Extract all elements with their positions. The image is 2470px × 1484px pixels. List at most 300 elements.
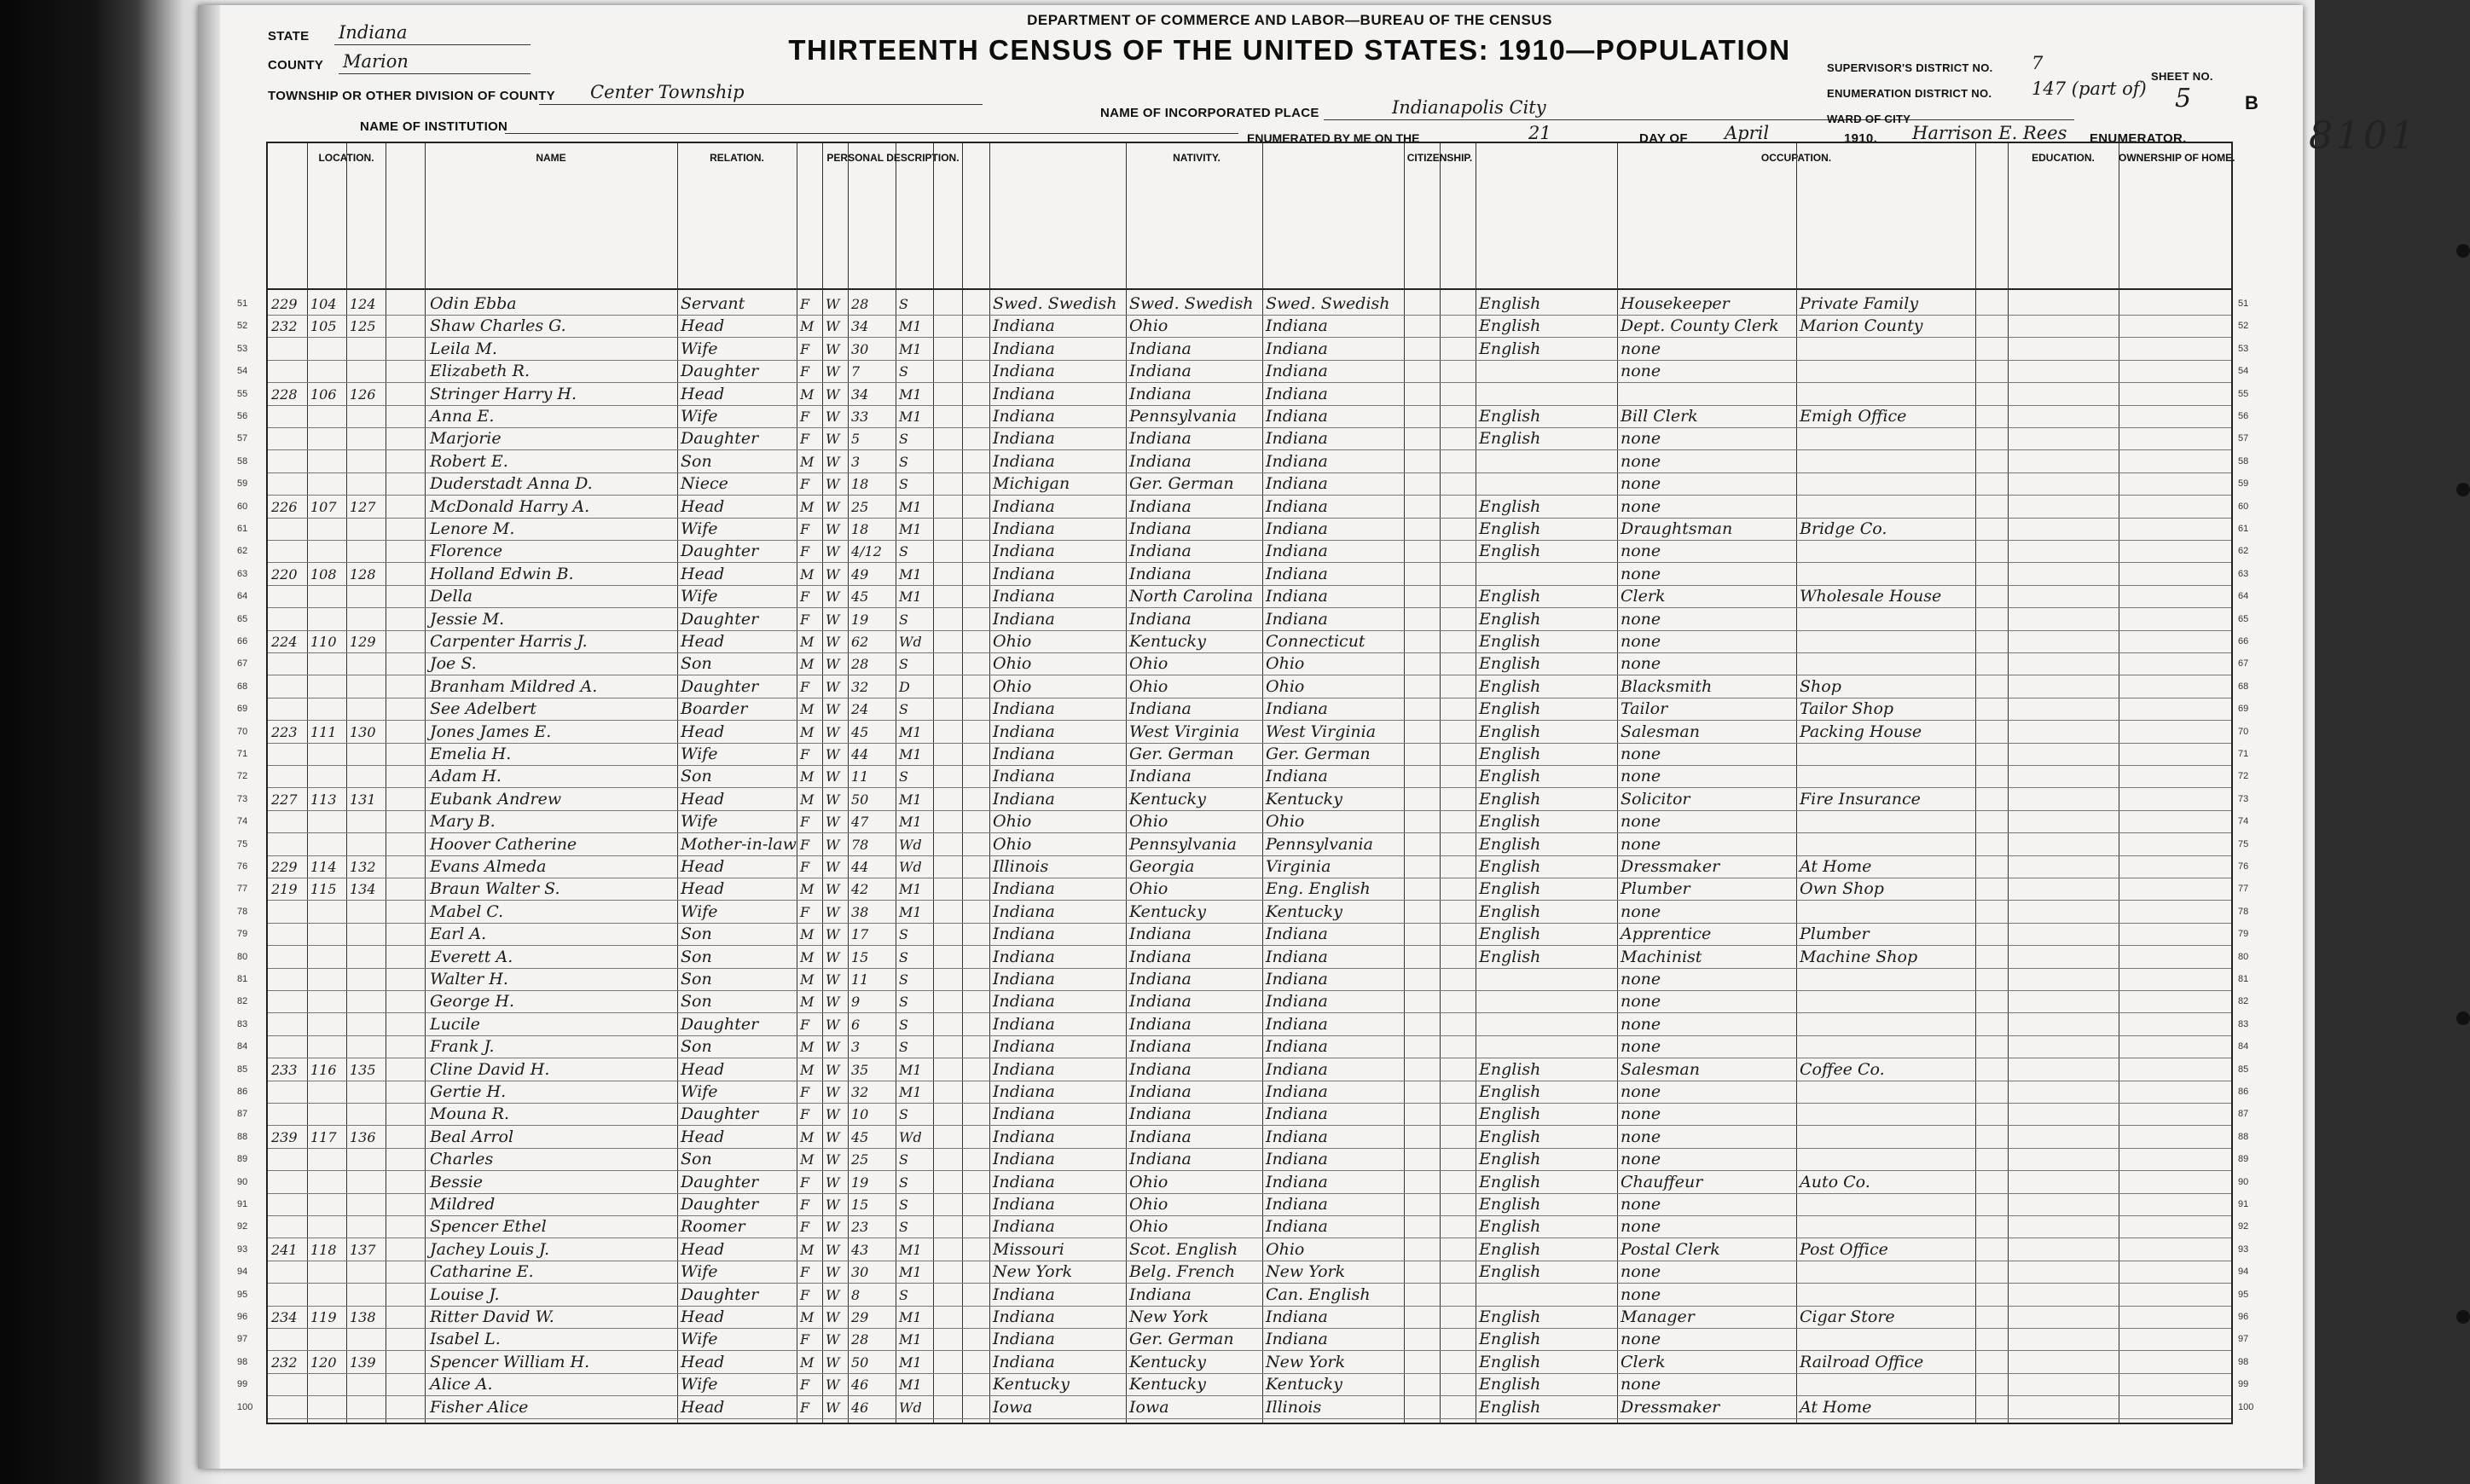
line-number: 72 bbox=[237, 771, 248, 782]
cell-race: W bbox=[826, 1128, 840, 1145]
cell-marital: S bbox=[899, 1219, 908, 1236]
cell-language: English bbox=[1479, 1127, 1541, 1146]
cell-language: English bbox=[1479, 1239, 1541, 1259]
line-number: 66 bbox=[237, 636, 248, 646]
cell-age: 3 bbox=[851, 453, 861, 470]
line-number-right: 71 bbox=[2238, 749, 2249, 759]
cell-trade: none bbox=[1621, 1037, 1661, 1057]
table-row bbox=[237, 924, 2249, 946]
cell-marital: S bbox=[899, 1286, 908, 1303]
cell-relation: Wife bbox=[681, 587, 718, 606]
cell-trade: Machinist bbox=[1621, 947, 1702, 966]
cell-father: Kentucky bbox=[1129, 901, 1206, 921]
department-heading: DEPARTMENT OF COMMERCE AND LABOR—BUREAU OF THE CENSUS bbox=[1027, 12, 1552, 28]
cell-industry: Own Shop bbox=[1800, 879, 1884, 899]
cell-age: 11 bbox=[851, 971, 869, 988]
cell-name: Jessie M. bbox=[430, 609, 505, 629]
cell-race: W bbox=[826, 1331, 840, 1348]
table-row bbox=[237, 293, 2249, 316]
cell-language: English bbox=[1479, 857, 1541, 876]
cell-name: George H. bbox=[430, 992, 514, 1012]
line-number: 65 bbox=[237, 613, 248, 624]
line-number: 64 bbox=[237, 591, 248, 602]
cell-age: 5 bbox=[851, 431, 861, 448]
cell-father: Indiana bbox=[1129, 1104, 1192, 1124]
cell-mother: Indiana bbox=[1266, 362, 1328, 381]
cell-age: 45 bbox=[851, 723, 869, 740]
cell-age: 32 bbox=[851, 678, 869, 695]
cell-marital: S bbox=[899, 1174, 908, 1191]
cell-marital: M1 bbox=[899, 791, 922, 808]
line-number: 74 bbox=[237, 816, 248, 827]
line-number: 94 bbox=[237, 1267, 248, 1278]
cell-language: English bbox=[1479, 834, 1541, 854]
cell-mother: Indiana bbox=[1266, 451, 1328, 471]
line-number: 56 bbox=[237, 411, 248, 421]
line-number: 71 bbox=[237, 749, 248, 759]
cell-family: 131 bbox=[350, 791, 376, 808]
cell-language: English bbox=[1479, 496, 1541, 516]
cell-father: Indiana bbox=[1129, 925, 1192, 944]
cell-birth: Indiana bbox=[993, 542, 1055, 561]
line-number-right: 69 bbox=[2238, 704, 2249, 715]
line-number: 60 bbox=[237, 501, 248, 512]
cell-dwelling: 117 bbox=[310, 1128, 337, 1145]
cell-trade: none bbox=[1621, 1127, 1661, 1146]
cell-family: 137 bbox=[350, 1241, 376, 1258]
cell-language: English bbox=[1479, 587, 1541, 606]
cell-marital: Wd bbox=[899, 634, 922, 650]
enumerator-value: Harrison E. Rees bbox=[1912, 123, 2067, 143]
table-row bbox=[237, 1059, 2249, 1081]
cell-house: 233 bbox=[271, 1061, 298, 1078]
cell-relation: Daughter bbox=[681, 362, 759, 381]
cell-dwelling: 107 bbox=[310, 498, 337, 515]
cell-name: Joe S. bbox=[430, 654, 477, 674]
census-sheet bbox=[198, 5, 2418, 1469]
line-number-right: 64 bbox=[2238, 591, 2249, 602]
cell-trade: Clerk bbox=[1621, 1352, 1666, 1371]
cell-trade: Bill Clerk bbox=[1621, 407, 1698, 426]
cell-age: 28 bbox=[851, 296, 869, 312]
table-row bbox=[237, 496, 2249, 519]
line-number: 77 bbox=[237, 884, 248, 895]
line-number-right: 99 bbox=[2238, 1379, 2249, 1390]
cell-relation: Head bbox=[681, 789, 725, 809]
cell-father: Indiana bbox=[1129, 1284, 1192, 1304]
cell-father: Indiana bbox=[1129, 339, 1192, 358]
cell-birth: Ohio bbox=[993, 632, 1032, 651]
cell-marital: Wd bbox=[899, 836, 922, 853]
line-number-right: 60 bbox=[2238, 501, 2249, 512]
cell-father: Ohio bbox=[1129, 1217, 1168, 1237]
cell-race: W bbox=[826, 791, 840, 808]
cell-sex: M bbox=[800, 1354, 815, 1371]
cell-birth: Indiana bbox=[993, 879, 1055, 899]
cell-father: Ger. German bbox=[1129, 474, 1234, 494]
cell-sex: F bbox=[800, 903, 810, 920]
line-number: 59 bbox=[237, 478, 248, 490]
cell-race: W bbox=[826, 701, 840, 718]
cell-trade: none bbox=[1621, 654, 1661, 674]
cell-age: 9 bbox=[851, 994, 861, 1011]
table-row bbox=[237, 947, 2249, 969]
cell-sex: F bbox=[800, 814, 810, 831]
cell-name: Jones James E. bbox=[430, 722, 552, 741]
census-title: THIRTEENTH CENSUS OF THE UNITED STATES: 1910—POPULATION bbox=[788, 34, 1791, 66]
cell-marital: M1 bbox=[899, 1061, 922, 1078]
cell-race: W bbox=[826, 1084, 840, 1100]
cell-sex: F bbox=[800, 1377, 810, 1394]
cell-industry: Wholesale House bbox=[1800, 587, 1942, 606]
page-number: 8101 bbox=[2309, 114, 2418, 158]
cell-name: Charles bbox=[430, 1150, 494, 1169]
line-number-right: 74 bbox=[2238, 816, 2249, 827]
cell-dwelling: 111 bbox=[310, 723, 337, 740]
cell-name: Adam H. bbox=[430, 767, 502, 786]
cell-name: Leila M. bbox=[430, 339, 497, 358]
cell-dwelling: 105 bbox=[310, 318, 337, 335]
cell-mother: Eng. English bbox=[1266, 879, 1371, 899]
cell-birth: Indiana bbox=[993, 1037, 1055, 1057]
cell-birth: New York bbox=[993, 1262, 1073, 1282]
line-number-right: 73 bbox=[2238, 793, 2249, 804]
cell-age: 6 bbox=[851, 1016, 861, 1033]
cell-language: English bbox=[1479, 879, 1541, 899]
line-number-right: 55 bbox=[2238, 388, 2249, 399]
cell-sex: F bbox=[800, 543, 810, 560]
cell-birth: Indiana bbox=[993, 496, 1055, 516]
line-number: 67 bbox=[237, 658, 248, 670]
cell-marital: D bbox=[899, 678, 910, 695]
cell-mother: Indiana bbox=[1266, 970, 1328, 988]
table-row bbox=[237, 901, 2249, 924]
cell-name: Evans Almeda bbox=[430, 857, 547, 876]
cell-industry: Private Family bbox=[1800, 294, 1919, 313]
cell-age: 28 bbox=[851, 656, 869, 673]
county-label: COUNTY bbox=[268, 58, 324, 72]
cell-father: Ohio bbox=[1129, 676, 1168, 696]
cell-sex: M bbox=[800, 634, 815, 650]
cell-name: Hoover Catherine bbox=[430, 834, 577, 854]
cell-family: 130 bbox=[350, 723, 376, 740]
cell-trade: Clerk bbox=[1621, 587, 1666, 606]
line-number: 82 bbox=[237, 996, 248, 1007]
township-line bbox=[539, 104, 983, 105]
cell-language: English bbox=[1479, 316, 1541, 336]
cell-trade: none bbox=[1621, 1104, 1661, 1124]
line-number: 80 bbox=[237, 951, 248, 962]
cell-trade: none bbox=[1621, 745, 1661, 763]
cell-race: W bbox=[826, 611, 840, 628]
cell-name: Mouna R. bbox=[430, 1104, 510, 1124]
cell-father: Indiana bbox=[1129, 429, 1192, 449]
cell-mother: Indiana bbox=[1266, 407, 1328, 426]
cell-house: 241 bbox=[271, 1241, 298, 1258]
cell-relation: Wife bbox=[681, 812, 718, 832]
line-number: 68 bbox=[237, 681, 248, 692]
line-number: 69 bbox=[237, 704, 248, 715]
cell-industry: Machine Shop bbox=[1800, 947, 1918, 966]
cell-marital: M1 bbox=[899, 521, 922, 537]
census-table bbox=[237, 142, 2254, 1424]
line-number-right: 77 bbox=[2238, 884, 2249, 895]
cell-relation: Daughter bbox=[681, 676, 759, 696]
cell-relation: Son bbox=[681, 1037, 712, 1057]
cell-relation: Daughter bbox=[681, 429, 759, 449]
cell-industry: Cigar Store bbox=[1800, 1307, 1895, 1326]
cell-birth: Indiana bbox=[993, 947, 1055, 966]
cell-house: 232 bbox=[271, 318, 298, 335]
cell-trade: none bbox=[1621, 1375, 1661, 1394]
cell-trade: none bbox=[1621, 451, 1661, 471]
col-ownership: OWNERSHIP OF HOME. bbox=[2119, 152, 2235, 164]
cell-race: W bbox=[826, 409, 840, 425]
cell-sex: F bbox=[800, 836, 810, 853]
cell-language: English bbox=[1479, 901, 1541, 921]
cell-house: 232 bbox=[271, 1354, 298, 1371]
cell-sex: F bbox=[800, 1219, 810, 1236]
sheet-side: B bbox=[2245, 92, 2259, 113]
cell-mother: Illinois bbox=[1266, 1397, 1322, 1417]
cell-age: 32 bbox=[851, 1084, 869, 1100]
cell-mother: Indiana bbox=[1266, 1059, 1328, 1079]
cell-marital: M1 bbox=[899, 588, 922, 606]
cell-mother: Kentucky bbox=[1266, 1375, 1342, 1394]
col-nativity: NATIVITY. bbox=[1173, 152, 1221, 164]
cell-age: 43 bbox=[851, 1241, 869, 1258]
cell-birth: Indiana bbox=[993, 1150, 1055, 1169]
cell-relation: Head bbox=[681, 879, 725, 899]
cell-sex: F bbox=[800, 1084, 810, 1100]
cell-language: English bbox=[1479, 789, 1541, 809]
cell-birth: Indiana bbox=[993, 925, 1055, 944]
cell-sex: F bbox=[800, 409, 810, 425]
ward-label: WARD OF CITY bbox=[1827, 113, 1911, 125]
cell-name: Catharine E. bbox=[430, 1262, 534, 1282]
cell-sex: M bbox=[800, 565, 815, 583]
cell-age: 24 bbox=[851, 701, 869, 718]
cell-relation: Head bbox=[681, 1059, 725, 1079]
line-number-right: 94 bbox=[2238, 1267, 2249, 1278]
cell-relation: Daughter bbox=[681, 1172, 759, 1191]
line-number-right: 91 bbox=[2238, 1199, 2249, 1209]
cell-sex: M bbox=[800, 1309, 815, 1325]
table-row bbox=[237, 1149, 2249, 1171]
state-line bbox=[334, 44, 531, 45]
cell-race: W bbox=[826, 1039, 840, 1056]
cell-family: 134 bbox=[350, 881, 376, 898]
cell-mother: Indiana bbox=[1266, 947, 1328, 966]
cell-name: Marjorie bbox=[430, 429, 502, 449]
cell-language: English bbox=[1479, 699, 1541, 719]
table-row bbox=[237, 834, 2249, 856]
cell-birth: Indiana bbox=[993, 970, 1055, 988]
cell-name: Shaw Charles G. bbox=[430, 316, 566, 336]
table-row bbox=[237, 1307, 2249, 1329]
line-number-right: 51 bbox=[2238, 299, 2249, 309]
cell-age: 18 bbox=[851, 476, 869, 493]
cell-mother: Indiana bbox=[1266, 992, 1328, 1012]
cell-race: W bbox=[826, 814, 840, 831]
cell-name: Isabel L. bbox=[430, 1330, 501, 1349]
cell-relation: Son bbox=[681, 992, 712, 1012]
cell-mother: Indiana bbox=[1266, 1217, 1328, 1237]
cell-marital: S bbox=[899, 296, 908, 312]
cell-father: Indiana bbox=[1129, 496, 1192, 516]
cell-mother: Indiana bbox=[1266, 496, 1328, 516]
col-citizenship: CITIZENSHIP. bbox=[1406, 152, 1473, 164]
cell-language: English bbox=[1479, 1082, 1541, 1101]
cell-trade: none bbox=[1621, 767, 1661, 786]
table-row bbox=[237, 361, 2249, 383]
cell-dwelling: 120 bbox=[310, 1354, 337, 1371]
cell-relation: Daughter bbox=[681, 542, 759, 561]
cell-trade: none bbox=[1621, 1284, 1661, 1304]
table-row bbox=[237, 384, 2249, 406]
cell-relation: Head bbox=[681, 1127, 725, 1146]
cell-marital: S bbox=[899, 1197, 908, 1213]
cell-trade: none bbox=[1621, 1014, 1661, 1034]
cell-language: English bbox=[1479, 947, 1541, 966]
cell-industry: At Home bbox=[1800, 857, 1872, 876]
cell-family: 124 bbox=[350, 296, 376, 312]
cell-age: 45 bbox=[851, 588, 869, 606]
cell-birth: Indiana bbox=[993, 1284, 1055, 1304]
cell-marital: M1 bbox=[899, 340, 922, 357]
cell-family: 139 bbox=[350, 1354, 376, 1371]
cell-marital: M1 bbox=[899, 1309, 922, 1325]
cell-age: 35 bbox=[851, 1061, 869, 1078]
line-number-right: 61 bbox=[2238, 524, 2249, 534]
cell-age: 17 bbox=[851, 926, 869, 943]
enumeration-label: ENUMERATION DISTRICT NO. bbox=[1827, 87, 1992, 100]
cell-mother: Can. English bbox=[1266, 1284, 1371, 1304]
cell-relation: Head bbox=[681, 316, 725, 336]
cell-house: 220 bbox=[271, 565, 298, 583]
enumerator-label: ENUMERATOR. bbox=[2090, 131, 2187, 146]
cell-relation: Son bbox=[681, 970, 712, 988]
cell-language: English bbox=[1479, 294, 1541, 313]
cell-birth: Indiana bbox=[993, 1330, 1055, 1349]
cell-relation: Head bbox=[681, 632, 725, 651]
table-row bbox=[237, 744, 2249, 766]
cell-age: 44 bbox=[851, 859, 869, 875]
cell-trade: none bbox=[1621, 609, 1661, 629]
cell-birth: Indiana bbox=[993, 1352, 1055, 1371]
table-row bbox=[237, 339, 2249, 361]
cell-marital: S bbox=[899, 453, 908, 470]
cell-family: 138 bbox=[350, 1309, 376, 1325]
table-row bbox=[237, 519, 2249, 541]
cell-dwelling: 110 bbox=[310, 634, 337, 650]
cell-relation: Son bbox=[681, 1150, 712, 1169]
cell-race: W bbox=[826, 1286, 840, 1303]
cell-relation: Head bbox=[681, 722, 725, 741]
cell-relation: Head bbox=[681, 857, 725, 876]
cell-race: W bbox=[826, 678, 840, 695]
cell-trade: Manager bbox=[1621, 1307, 1695, 1326]
cell-language: English bbox=[1479, 1352, 1541, 1371]
cell-birth: Indiana bbox=[993, 1082, 1055, 1101]
line-number-right: 75 bbox=[2238, 838, 2249, 849]
cell-birth: Indiana bbox=[993, 901, 1055, 921]
cell-industry: Plumber bbox=[1800, 925, 1870, 944]
line-number: 54 bbox=[237, 366, 248, 377]
cell-age: 78 bbox=[851, 836, 869, 853]
cell-name: Carpenter Harris J. bbox=[430, 632, 588, 651]
cell-relation: Head bbox=[681, 496, 725, 516]
cell-name: Lenore M. bbox=[430, 519, 515, 538]
cell-race: W bbox=[826, 431, 840, 448]
cell-father: Kentucky bbox=[1129, 1375, 1206, 1394]
line-number-right: 92 bbox=[2238, 1221, 2249, 1232]
cell-name: Frank J. bbox=[430, 1037, 495, 1057]
cell-race: W bbox=[826, 948, 840, 965]
table-row bbox=[237, 1104, 2249, 1126]
punch-hole bbox=[2456, 1310, 2470, 1324]
table-row bbox=[237, 722, 2249, 744]
cell-mother: Indiana bbox=[1266, 474, 1328, 494]
line-number: 90 bbox=[237, 1176, 248, 1187]
cell-name: Duderstadt Anna D. bbox=[430, 474, 593, 494]
cell-birth: Indiana bbox=[993, 564, 1055, 583]
cell-sex: F bbox=[800, 431, 810, 448]
cell-mother: Swed. Swedish bbox=[1266, 294, 1390, 313]
cell-name: Ritter David W. bbox=[430, 1307, 554, 1326]
cell-age: 19 bbox=[851, 611, 869, 628]
cell-sex: F bbox=[800, 1264, 810, 1281]
cell-relation: Wife bbox=[681, 901, 718, 921]
cell-father: Ohio bbox=[1129, 1195, 1168, 1214]
cell-dwelling: 108 bbox=[310, 565, 337, 583]
cell-sex: F bbox=[800, 1331, 810, 1348]
table-row bbox=[237, 1194, 2249, 1216]
cell-age: 25 bbox=[851, 498, 869, 515]
cell-relation: Wife bbox=[681, 1330, 718, 1349]
cell-name: Spencer Ethel bbox=[430, 1217, 547, 1237]
cell-trade: Salesman bbox=[1621, 1059, 1700, 1079]
cell-marital: M1 bbox=[899, 318, 922, 335]
cell-race: W bbox=[826, 1061, 840, 1078]
cell-sex: M bbox=[800, 791, 815, 808]
cell-family: 136 bbox=[350, 1128, 376, 1145]
cell-birth: Swed. Swedish bbox=[993, 294, 1117, 313]
col-location: LOCATION. bbox=[318, 152, 374, 164]
table-row bbox=[237, 1172, 2249, 1194]
cell-industry: Emigh Office bbox=[1800, 407, 1907, 426]
cell-relation: Daughter bbox=[681, 1195, 759, 1214]
cell-age: 29 bbox=[851, 1309, 869, 1325]
cell-father: Ohio bbox=[1129, 1172, 1168, 1191]
col-occupation: OCCUPATION. bbox=[1760, 152, 1832, 164]
line-number-right: 98 bbox=[2238, 1356, 2249, 1367]
cell-relation: Wife bbox=[681, 1262, 718, 1282]
cell-mother: New York bbox=[1266, 1262, 1346, 1282]
cell-sex: M bbox=[800, 994, 815, 1011]
cell-language: English bbox=[1479, 767, 1541, 786]
cell-language: English bbox=[1479, 429, 1541, 449]
line-number-right: 96 bbox=[2238, 1312, 2249, 1322]
line-number: 88 bbox=[237, 1131, 248, 1142]
cell-sex: M bbox=[800, 318, 815, 335]
cell-race: W bbox=[826, 1016, 840, 1033]
cell-marital: S bbox=[899, 1151, 908, 1168]
cell-mother: Kentucky bbox=[1266, 901, 1342, 921]
table-row bbox=[237, 1081, 2249, 1104]
cell-language: English bbox=[1479, 1150, 1541, 1169]
cell-marital: S bbox=[899, 994, 908, 1011]
